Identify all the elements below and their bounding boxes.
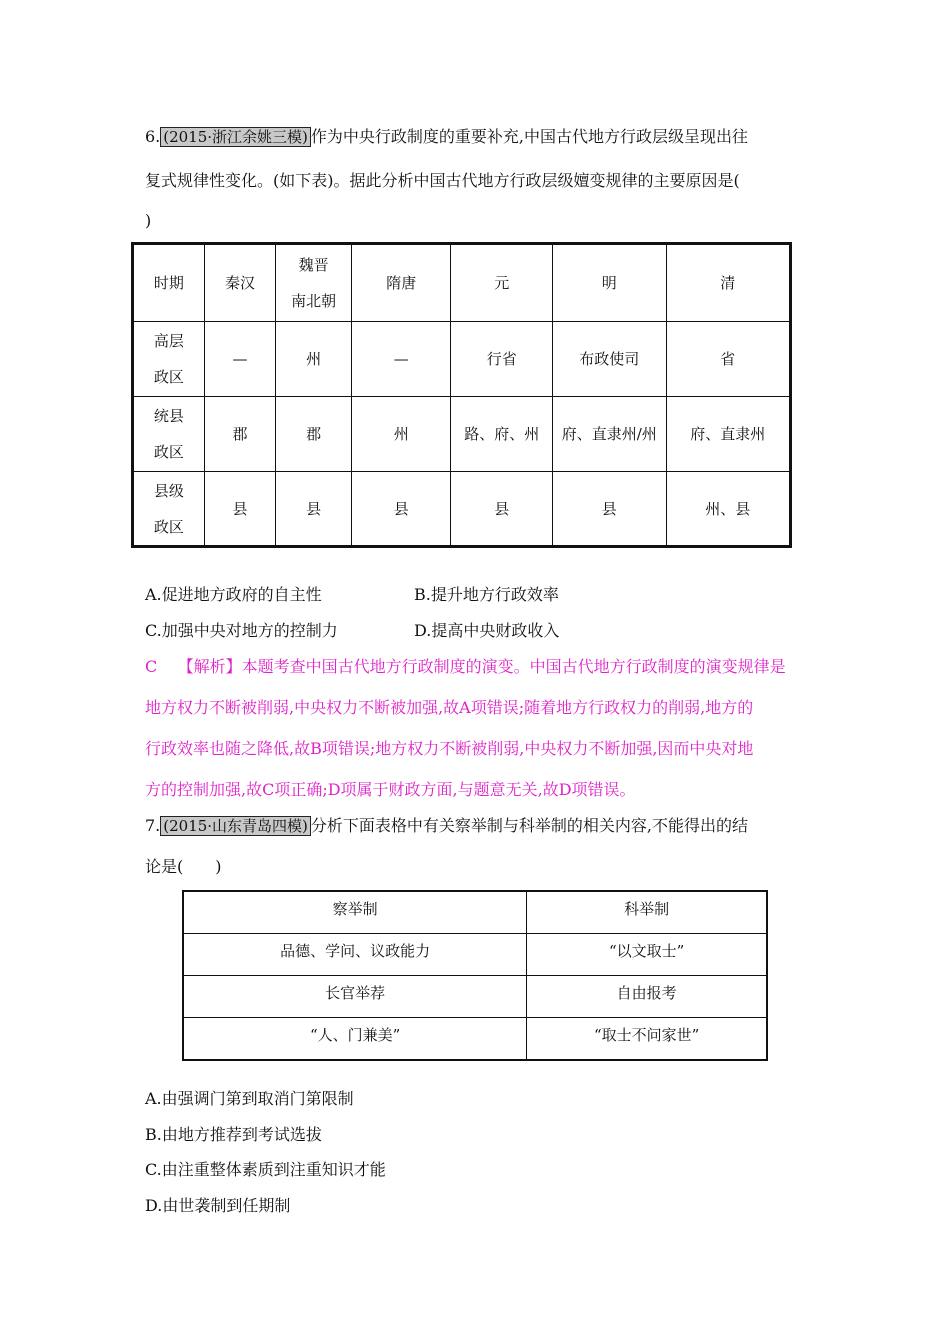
header-keju: 科举制	[527, 891, 767, 934]
table-cell: 行省	[451, 322, 553, 397]
table-row	[183, 1018, 767, 1061]
table-cell: 府、直隶州/州	[553, 397, 667, 472]
table-header-row	[133, 244, 791, 322]
q6-answer-line2: 地方权力不断被削弱,中央权力不断被加强,故A项错误;随着地方行政权力的削弱,地方的	[145, 698, 754, 717]
table-row	[183, 976, 767, 1018]
row-label-top: 统县	[153, 407, 184, 425]
header-qinhan: 秦汉	[204, 244, 276, 322]
table-cell: 县	[553, 472, 667, 547]
row-label	[133, 322, 205, 397]
q6-answer-line4: 方的控制加强,故C项正确;D项属于财政方面,与题意无关,故D项错误。	[145, 780, 636, 799]
table-cell: 县	[351, 472, 450, 547]
table-cell: 州	[276, 322, 352, 397]
table-cell: 州	[351, 397, 450, 472]
q6-answer-line3: 行政效率也随之降低,故B项错误;地方权力不断被削弱,中央权力不断加强,因而中央对地	[145, 739, 754, 758]
q6-stem-line1	[145, 126, 748, 148]
q7-stem-line1	[145, 815, 748, 837]
header-yuan: 元	[451, 244, 553, 322]
table-row	[133, 397, 791, 472]
table-header-row	[183, 891, 767, 934]
header-suitang: 隋唐	[351, 244, 450, 322]
table-cell: 品德、学问、议政能力	[183, 934, 527, 976]
table-cell: “取士不问家世”	[527, 1018, 767, 1061]
q6-option-c: C.加强中央对地方的控制力	[145, 621, 338, 640]
row-label-bottom: 政区	[153, 443, 184, 461]
row-label	[133, 472, 205, 547]
row-label-top: 县级	[153, 481, 184, 500]
row-label-top: 高层	[153, 332, 184, 350]
q6-answer-letter: C	[145, 657, 158, 676]
header-qing: 清	[666, 244, 791, 322]
header-weijin-nanbei	[276, 244, 352, 322]
header-nanbeichao: 南北朝	[291, 292, 337, 310]
row-label-bottom: 政区	[153, 368, 184, 386]
q7-source-tag: (2015·山东青岛四模)	[160, 816, 311, 836]
table-cell: 县	[204, 472, 276, 547]
table-cell: 路、府、州	[451, 397, 553, 472]
table-row	[133, 472, 791, 547]
table-cell: 郡	[204, 397, 276, 472]
q6-admin-levels-table	[131, 242, 792, 548]
q6-option-b: B.提升地方行政效率	[414, 585, 559, 604]
table-cell: 府、直隶州	[666, 397, 791, 472]
q6-analysis-text1: 本题考查中国古代地方行政制度的演变。中国古代地方行政制度的演变规律是	[241, 657, 786, 676]
table-cell: 州、县	[666, 472, 791, 547]
q6-source-tag: (2015·浙江余姚三模)	[160, 127, 311, 147]
q6-option-a: A.促进地方政府的自主性	[145, 585, 322, 604]
table-cell: —	[204, 322, 276, 397]
q7-stem-line2: 论是( )	[145, 857, 222, 876]
q7-comparison-table	[182, 890, 768, 1061]
q6-option-d: D.提高中央财政收入	[414, 621, 560, 640]
table-cell: “人、门兼美”	[183, 1018, 527, 1061]
q6-stem-line3: )	[145, 211, 152, 230]
header-ming: 明	[553, 244, 667, 322]
header-period: 时期	[133, 244, 205, 322]
table-cell: 县	[451, 472, 553, 547]
q7-option-c: C.由注重整体素质到注重知识才能	[145, 1160, 386, 1179]
table-cell: 自由报考	[527, 976, 767, 1018]
table-cell: 省	[666, 322, 791, 397]
table-cell: “以文取士”	[527, 934, 767, 976]
row-label	[133, 397, 205, 472]
header-weijin: 魏晋	[298, 256, 329, 274]
q6-stem-line2: 复式规律性变化。(如下表)。据此分析中国古代地方行政层级嬗变规律的主要原因是(	[145, 171, 740, 190]
q6-stem-text1: 作为中央行政制度的重要补充,中国古代地方行政层级呈现出往	[310, 127, 749, 146]
table-row	[133, 322, 791, 397]
q6-answer-line1	[145, 656, 786, 678]
table-row	[183, 934, 767, 976]
table-cell: 郡	[276, 397, 352, 472]
q6-analysis-tag: 【解析】	[177, 657, 242, 676]
q7-number: 7.	[145, 816, 161, 835]
table-cell: 长官举荐	[183, 976, 527, 1018]
table-cell: —	[351, 322, 450, 397]
q7-option-b: B.由地方推荐到考试选拔	[145, 1125, 322, 1144]
table-cell: 布政使司	[553, 322, 667, 397]
header-chaju: 察举制	[183, 891, 527, 934]
table-cell: 县	[276, 472, 352, 547]
q7-option-d: D.由世袭制到任期制	[145, 1196, 291, 1215]
q7-stem-text1: 分析下面表格中有关察举制与科举制的相关内容,不能得出的结	[310, 816, 749, 835]
q6-number: 6.	[145, 127, 161, 146]
q7-option-a: A.由强调门第到取消门第限制	[145, 1089, 354, 1108]
row-label-bottom: 政区	[153, 517, 184, 536]
